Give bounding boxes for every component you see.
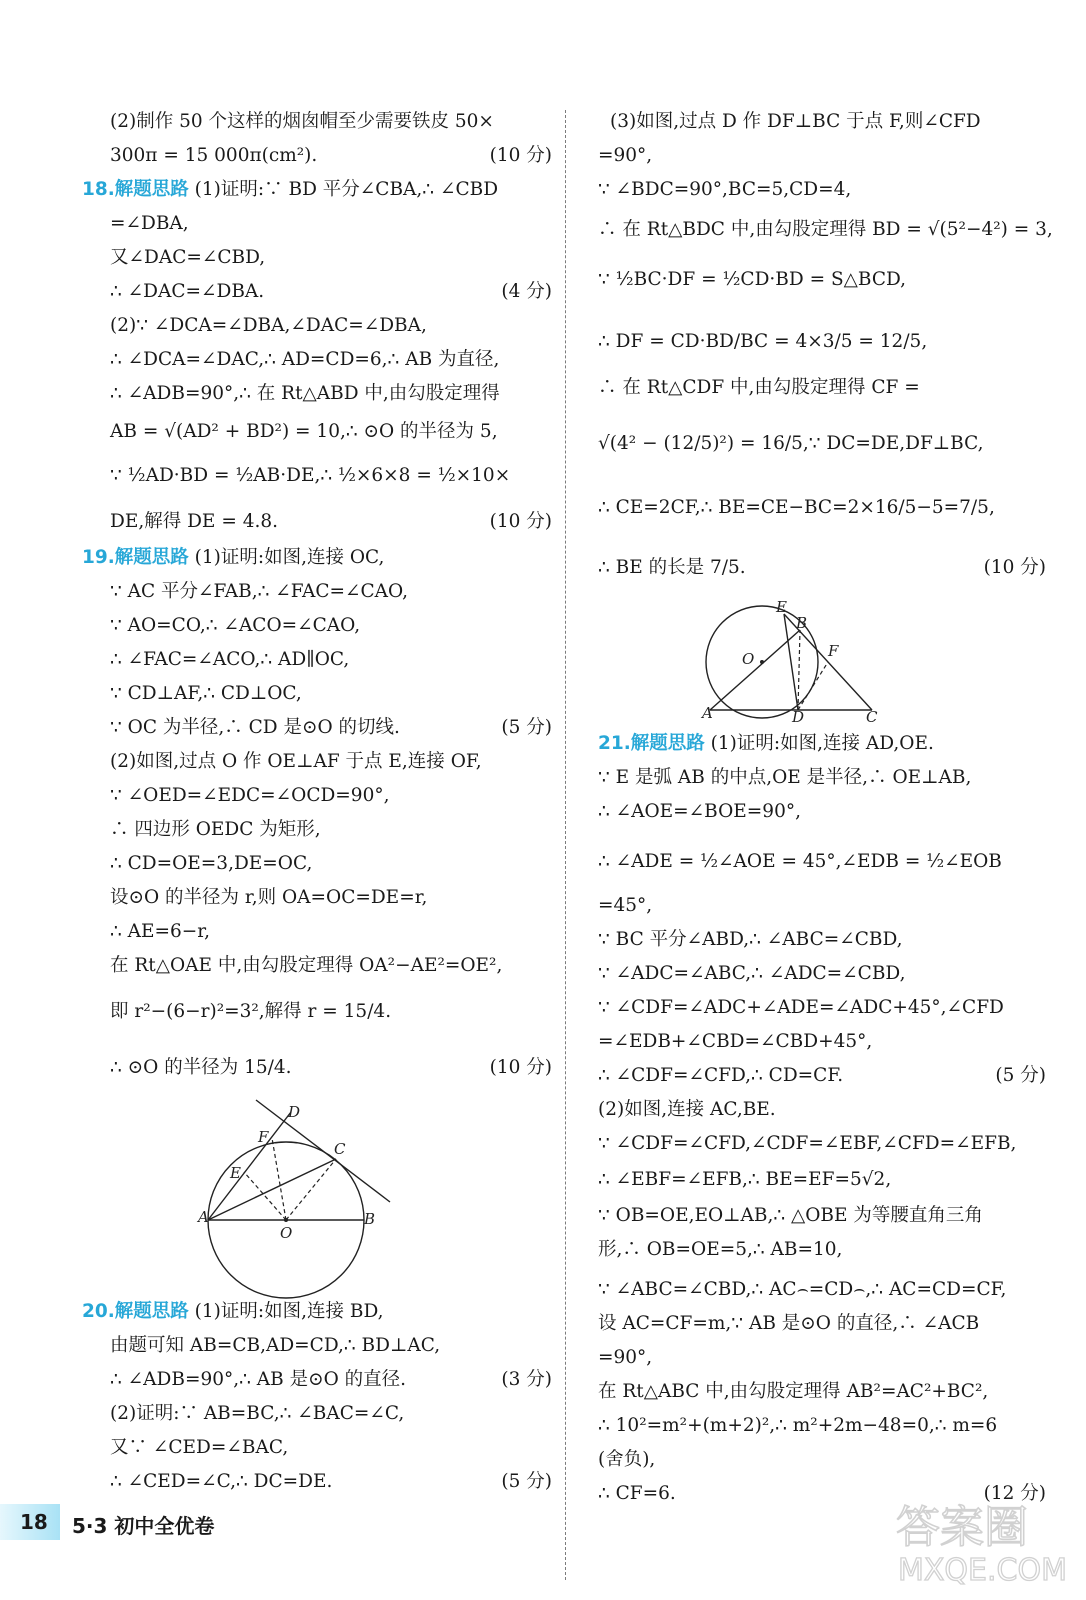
- left-line: [82, 578, 552, 606]
- line-text: 在 Rt△OAE 中,由勾股定理得 OA²−AE²=OE²,: [110, 955, 503, 976]
- right-line: [598, 1062, 1046, 1090]
- solution-label: 解题思路: [114, 1301, 189, 1322]
- right-line: [598, 1202, 1046, 1230]
- solution-label: 解题思路: [114, 547, 189, 568]
- line-text: ∴ ∠CED=∠C,∴ DC=DE.: [110, 1471, 333, 1492]
- right-line: [598, 142, 1046, 170]
- problem-number: 20.: [82, 1301, 115, 1322]
- line-text: ∴ ∠AOE=∠BOE=90°,: [598, 801, 801, 822]
- right-line: [598, 960, 1046, 988]
- line-text: ∵ ∠CDF=∠CFD,∠CDF=∠EBF,∠CFD=∠EFB,: [598, 1133, 1017, 1154]
- line-text: ∵ AC 平分∠FAB,∴ ∠FAC=∠CAO,: [110, 581, 408, 602]
- right-line: [598, 176, 1046, 204]
- left-line: [82, 508, 552, 536]
- fig19-label-f: F: [258, 1128, 269, 1146]
- left-line: [82, 918, 552, 946]
- fig19-label-e: E: [230, 1164, 241, 1182]
- right-line: [598, 554, 1046, 582]
- line-text: 在 Rt△ABC 中,由勾股定理得 AB²=AC²+BC²,: [598, 1381, 989, 1402]
- line-text: ∴ ∠FAC=∠ACO,∴ AD∥OC,: [110, 649, 350, 670]
- line-text: 又∵ ∠CED=∠BAC,: [110, 1437, 289, 1458]
- right-line: [598, 764, 1046, 792]
- solution-label: 解题思路: [630, 733, 705, 754]
- left-line: [82, 782, 552, 810]
- left-line: [82, 850, 552, 878]
- right-line: [598, 848, 1046, 876]
- line-text: ∵ AO=CO,∴ ∠ACO=∠CAO,: [110, 615, 361, 636]
- score-label: (3 分): [501, 1369, 552, 1390]
- left-line: [82, 346, 552, 374]
- fig20-label-e: E: [776, 600, 787, 616]
- score-label: (4 分): [501, 281, 552, 302]
- line-text: =∠DBA,: [110, 213, 189, 234]
- book-brand: 5·3 初中全优卷: [72, 1514, 215, 1538]
- right-line: [598, 108, 1046, 136]
- fig20-label-b: B: [796, 614, 808, 632]
- right-line: [598, 494, 1046, 522]
- left-line: [82, 816, 552, 844]
- left-line: [82, 884, 552, 912]
- right-line: [598, 798, 1046, 826]
- line-text: ∵ CD⊥AF,∴ CD⊥OC,: [110, 683, 302, 704]
- fig19-label-o: O: [280, 1224, 293, 1242]
- line-text: ∴ ∠EBF=∠EFB,∴ BE=EF=5√2,: [598, 1169, 892, 1190]
- left-line: [82, 998, 552, 1026]
- left-line: [82, 680, 552, 708]
- score-label: (10 分): [489, 511, 552, 532]
- line-text: 形,∴ OB=OE=5,∴ AB=10,: [598, 1239, 843, 1260]
- line-text: ∴ CD=OE=3,DE=OC,: [110, 853, 313, 874]
- right-line: [598, 730, 1046, 758]
- line-text: ∴ ∠CDF=∠CFD,∴ CD=CF.: [598, 1065, 844, 1086]
- left-line: [82, 142, 552, 170]
- fig19-label-a: A: [198, 1208, 209, 1226]
- line-text: (2)制作 50 个这样的烟囱帽至少需要铁皮 50×: [110, 111, 494, 132]
- fig20-label-o: O: [742, 650, 755, 668]
- score-label: (10 分): [983, 557, 1046, 578]
- line-text: (2)∵ ∠DCA=∠DBA,∠DAC=∠DBA,: [110, 315, 427, 336]
- figure-problem-19: [196, 1092, 396, 1304]
- line-text: =45°,: [598, 895, 653, 916]
- left-line: [82, 176, 552, 204]
- line-text: ∵ ½BC·DF = ½CD·BD = S△BCD,: [598, 269, 907, 290]
- line-text: ∴ 四边形 OEDC 为矩形,: [110, 819, 321, 840]
- right-line: [598, 892, 1046, 920]
- fig20-label-d: D: [792, 708, 805, 724]
- score-label: (10 分): [489, 145, 552, 166]
- line-text: (1)证明:如图,连接 AD,OE.: [704, 733, 934, 754]
- line-text: 即 r²−(6−r)²=3²,解得 r = 15/4.: [110, 1001, 392, 1022]
- left-line: [82, 462, 552, 490]
- left-line: [82, 1054, 552, 1082]
- right-line: [598, 1166, 1046, 1194]
- line-text: ∴ ⊙O 的半径为 15/4.: [110, 1057, 292, 1078]
- left-line: [82, 278, 552, 306]
- line-text: ∴ BE 的长是 7/5.: [598, 557, 746, 578]
- left-line: [82, 108, 552, 136]
- right-line: [598, 1096, 1046, 1124]
- left-line: [82, 1400, 552, 1428]
- left-line: [82, 714, 552, 742]
- line-text: (1)证明:∵ BD 平分∠CBA,∴ ∠CBD: [188, 179, 499, 200]
- line-text: ∴ 在 Rt△BDC 中,由勾股定理得 BD = √(5²−4²) = 3,: [598, 219, 1053, 240]
- line-text: ∵ ∠ADC=∠ABC,∴ ∠ADC=∠CBD,: [598, 963, 906, 984]
- right-line: [598, 926, 1046, 954]
- right-line: [598, 266, 1046, 294]
- fig20-label-a: A: [702, 704, 713, 722]
- watermark-logo: [890, 1488, 1070, 1588]
- left-line: [82, 544, 552, 572]
- left-line: [82, 748, 552, 776]
- line-text: ∵ ½AD·BD = ½AB·DE,∴ ½×6×8 = ½×10×: [110, 465, 511, 486]
- fig20-label-c: C: [866, 708, 878, 724]
- left-line: [82, 210, 552, 238]
- left-line: [82, 1366, 552, 1394]
- line-text: √(4² − (12/5)²) = 16/5,∵ DC=DE,DF⊥BC,: [598, 433, 984, 454]
- line-text: AB = √(AD² + BD²) = 10,∴ ⊙O 的半径为 5,: [110, 421, 498, 442]
- right-line: [598, 1446, 1046, 1474]
- line-text: ∵ BC 平分∠ABD,∴ ∠ABC=∠CBD,: [598, 929, 903, 950]
- watermark-text: 答案圈: [896, 1502, 1028, 1553]
- fig19-label-d: D: [288, 1103, 301, 1121]
- right-line: [598, 430, 1046, 458]
- score-label: (12 分): [983, 1483, 1046, 1504]
- line-text: ∴ ∠DCA=∠DAC,∴ AD=CD=6,∴ AB 为直径,: [110, 349, 500, 370]
- right-line: [598, 1236, 1046, 1264]
- line-text: 300π = 15 000π(cm²).: [110, 145, 318, 166]
- problem-number: 18.: [82, 179, 115, 200]
- right-line: [598, 216, 1053, 244]
- score-label: (10 分): [489, 1057, 552, 1078]
- right-line: [598, 1378, 1046, 1406]
- line-text: ∴ ∠DAC=∠DBA.: [110, 281, 265, 302]
- line-text: 设 AC=CF=m,∵ AB 是⊙O 的直径,∴ ∠ACB: [598, 1313, 980, 1334]
- line-text: 又∠DAC=∠CBD,: [110, 247, 266, 268]
- line-text: 由题可知 AB=CB,AD=CD,∴ BD⊥AC,: [110, 1335, 441, 1356]
- line-text: ∴ 在 Rt△CDF 中,由勾股定理得 CF =: [598, 377, 920, 398]
- line-text: (2)证明:∵ AB=BC,∴ ∠BAC=∠C,: [110, 1403, 405, 1424]
- left-line: [82, 312, 552, 340]
- line-text: (1)证明:如图,连接 OC,: [188, 547, 385, 568]
- line-text: ∵ ∠BDC=90°,BC=5,CD=4,: [598, 179, 852, 200]
- right-line: [598, 374, 1046, 402]
- line-text: ∵ ∠CDF=∠ADC+∠ADE=∠ADC+45°,∠CFD: [598, 997, 1004, 1018]
- line-text: ∴ AE=6−r,: [110, 921, 210, 942]
- watermark-site: MXQE.COM: [898, 1553, 1067, 1588]
- line-text: ∴ DF = CD·BD/BC = 4×3/5 = 12/5,: [598, 331, 928, 352]
- line-text: ∴ CF=6.: [598, 1483, 676, 1504]
- column-divider: [565, 110, 566, 1580]
- fig20-label-f: F: [828, 642, 839, 660]
- line-text: 设⊙O 的半径为 r,则 OA=OC=DE=r,: [110, 887, 428, 908]
- line-text: =∠EDB+∠CBD=∠CBD+45°,: [598, 1031, 873, 1052]
- left-line: [82, 612, 552, 640]
- line-text: ∴ CE=2CF,∴ BE=CE−BC=2×16/5−5=7/5,: [598, 497, 995, 518]
- right-line: [598, 1276, 1046, 1304]
- line-text: (2)如图,连接 AC,BE.: [598, 1099, 776, 1120]
- left-line: [82, 244, 552, 272]
- line-text: (3)如图,过点 D 作 DF⊥BC 于点 F,则∠CFD: [610, 111, 981, 132]
- right-line: [598, 1028, 1046, 1056]
- line-text: ∵ OB=OE,EO⊥AB,∴ △OBE 为等腰直角三角: [598, 1205, 983, 1226]
- problem-number: 19.: [82, 547, 115, 568]
- line-text: ∵ ∠OED=∠EDC=∠OCD=90°,: [110, 785, 390, 806]
- line-text: ∴ ∠ADB=90°,∴ AB 是⊙O 的直径.: [110, 1369, 407, 1390]
- left-line: [82, 952, 552, 980]
- page-number: 18: [20, 1510, 48, 1534]
- line-text: ∴ ∠ADB=90°,∴ 在 Rt△ABD 中,由勾股定理得: [110, 383, 500, 404]
- line-text: ∵ ∠ABC=∠CBD,∴ AC⌢=CD⌢,∴ AC=CD=CF,: [598, 1279, 1007, 1300]
- line-text: (舍负),: [598, 1449, 656, 1470]
- right-line: [598, 328, 1046, 356]
- line-text: ∴ 10²=m²+(m+2)²,∴ m²+2m−48=0,∴ m=6: [598, 1415, 998, 1436]
- fig19-label-b: B: [364, 1210, 376, 1228]
- line-text: ∴ ∠ADE = ½∠AOE = 45°,∠EDB = ½∠EOB: [598, 851, 1002, 872]
- left-line: [82, 1468, 552, 1496]
- left-line: [82, 1434, 552, 1462]
- score-label: (5 分): [501, 1471, 552, 1492]
- left-line: [82, 380, 552, 408]
- right-line: [598, 994, 1046, 1022]
- line-text: (1)证明:如图,连接 BD,: [188, 1301, 384, 1322]
- line-text: =90°,: [598, 145, 653, 166]
- line-text: ∵ OC 为半径,∴ CD 是⊙O 的切线.: [110, 717, 400, 738]
- left-line: [82, 418, 552, 446]
- solution-label: 解题思路: [114, 179, 189, 200]
- right-line: [598, 1130, 1046, 1158]
- score-label: (5 分): [995, 1065, 1046, 1086]
- line-text: ∵ E 是弧 AB 的中点,OE 是半径,∴ OE⊥AB,: [598, 767, 972, 788]
- right-line: [598, 1412, 1046, 1440]
- left-line: [82, 1332, 552, 1360]
- score-label: (5 分): [501, 717, 552, 738]
- right-line: [598, 1344, 1046, 1372]
- problem-number: 21.: [598, 733, 631, 754]
- left-line: [82, 646, 552, 674]
- figure-problem-20: [700, 600, 890, 724]
- right-line: [598, 1310, 1046, 1338]
- fig19-label-c: C: [334, 1140, 346, 1158]
- line-text: (2)如图,过点 O 作 OE⊥AF 于点 E,连接 OF,: [110, 751, 482, 772]
- line-text: DE,解得 DE = 4.8.: [110, 511, 278, 532]
- line-text: =90°,: [598, 1347, 653, 1368]
